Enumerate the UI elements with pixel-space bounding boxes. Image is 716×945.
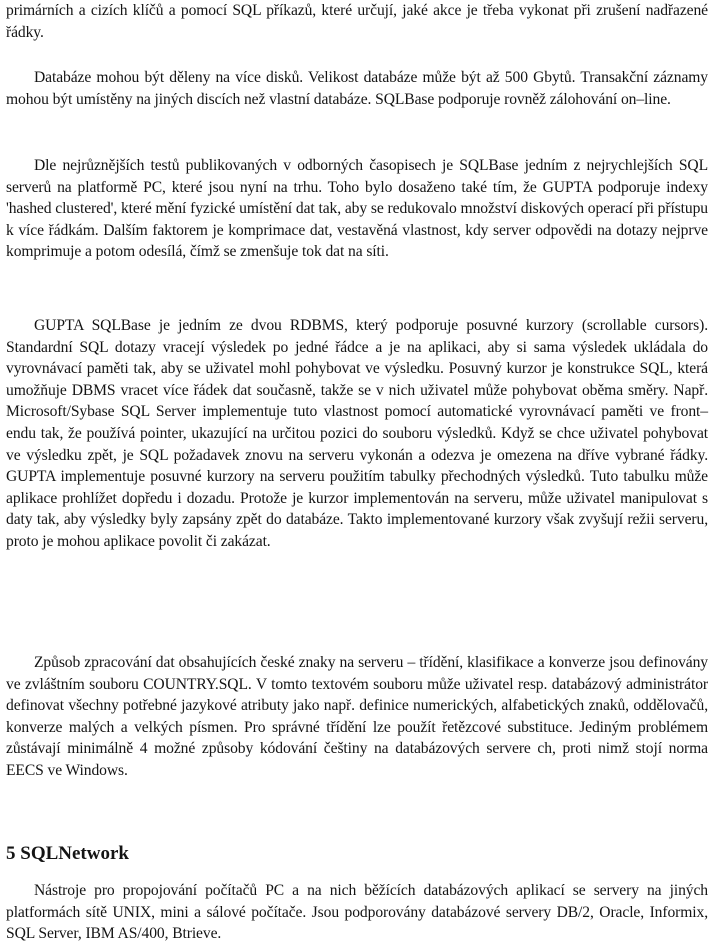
section-heading-sqlnetwork: 5 SQLNetwork — [6, 843, 129, 864]
paragraph-scrollable-cursors: GUPTA SQLBase je jedním ze dvou RDBMS, který podporuje posuvné kurzory (scrollable cursors). Standardní SQL dotazy vracejí výsledek po jedné řádce a je na aplikaci, aby si sama výsledek ukládala do vyrovnávací paměti tak, aby se uživatel mohl pohybovat ve výsledku. Posuvný kurzor je konstrukce SQL, která umožňuje DBMS vracet více řádek dat současně, takže se v nich uživatel může pohybovat oběma směry. Např. Microsoft/Sybase SQL Server implementuje tuto vlastnost pomocí automatické vyrovnávací paměti ve front–endu tak, že používá pointer, ukazující na určitou pozici do souboru výsledků. Když se chce uživatel pohybovat ve výsledku zpět, je SQL požadavek znovu na serveru vykonán a odezva je omezena na dříve vybrané řádky. GUPTA implementuje posuvné kurzory na serveru použitím tabulky přechodných výsledků. Tuto tabulku může aplikace prohlížet dopředu i dozadu. Protože je kurzor implementován na serveru, může uživatel manipulovat s daty tak, aby výsledky byly zapsány zpět do databáze. Takto implementované kurzory však zvyšují režii serveru, proto je mohou aplikace povolit či zakázat. — [6, 317, 708, 550]
paragraph-referential-integrity: primárních a cizích klíčů a pomocí SQL příkazů, které určují, jaké akce je třeba vykonat při zrušení nadřazené řádky. — [6, 2, 708, 41]
paragraph-disk-storage: Databáze mohou být děleny na více disků. Velikost databáze může být až 500 Gbytů. Transakční záznamy mohou být umístěny na jiných discích než vlastní databáze. SQLBase podporuje rovněž zálohování on–line. — [6, 69, 708, 108]
paragraph-sqlnetwork-intro: Nástroje pro propojování počítačů PC a na nich běžících databázových aplikací se servery na jiných platformách sítě UNIX, mini a sálové počítače. Jsou podporovány databázové servery DB/2, Oracle, Informix, SQL Server, IBM AS/400, Btrieve. — [6, 882, 708, 943]
paragraph-czech-characters: Způsob zpracování dat obsahujících české znaky na serveru – třídění, klasifikace a konverze jsou definovány ve zvláštním souboru COUNTRY.SQL. V tomto textovém souboru může uživatel resp. databázový administrátor definovat všechny potřebné jazykové atributy jako např. definice numerických, alfabetických znaků, oddělovačů, konverze malých a velkých písmen. Pro správné třídění lze použít řetězcové substituce. Jediným problémem zůstávají minimálně 4 možné způsoby kódování češtiny na databázových servere ch, proti nimž stojí norma EECS ve Windows. — [6, 654, 708, 779]
paragraph-performance: Dle nejrůznějších testů publikovaných v odborných časopisech je SQLBase jedním z nejrychlejších SQL serverů na platformě PC, které jsou nyní na trhu. Toho bylo dosaženo také tím, že GUPTA podporuje indexy 'hashed clustered', které mění fyzické umístění dat tak, aby se redukovalo množství diskových operací při přístupu k více řádkám. Dalším faktorem je komprimace dat, vestavěná vlastnost, kdy server odpovědi na dotazy nejprve komprimuje a potom odesílá, čímž se zmenšuje tok dat na síti. — [6, 157, 708, 261]
